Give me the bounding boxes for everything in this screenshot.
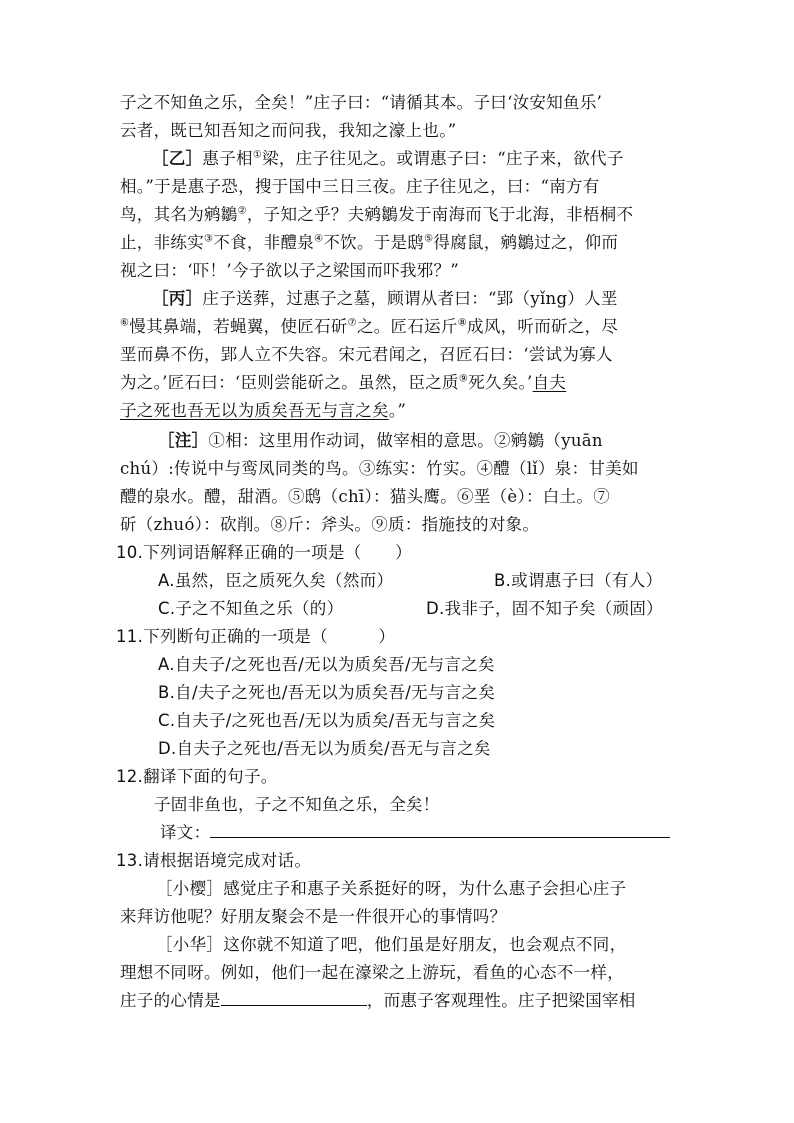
text-span: 得腐鼠，鹓鶵过之，仰而: [433, 233, 619, 252]
q12-answer-row: [160, 822, 670, 844]
text-span: 死久矣。’: [468, 373, 533, 392]
passage-b-line-4: [120, 232, 618, 254]
passage-a-line-2: 云者，既已知吾知之而问我，我知之濠上也。”: [120, 121, 457, 140]
note-ref-7: ⑦: [347, 317, 357, 329]
note-ref-9: ⑨: [458, 373, 469, 385]
q12-sentence: 子固非鱼也，子之不知鱼之乐，全矣！: [154, 795, 440, 814]
q10-option-a: A.虽然，臣之质死久矣（然而）: [158, 571, 394, 590]
q10-stem: 10.下列词语解释正确的一项是（ ）: [116, 543, 412, 562]
passage-a-line-1: 子之不知鱼之乐，全矣！”庄子曰：“请循其本。子曰‘汝安知鱼乐’: [120, 93, 603, 112]
text-span: 不食，非醴泉: [213, 233, 315, 252]
notes-line-3: 醴的泉水。醴，甜酒。⑤鸱（chī）：猫头鹰。⑥垩（è）：白土。⑦: [120, 487, 611, 506]
text-span: 为之。’匠石曰：‘臣则尝能斫之。虽然，臣之质: [120, 373, 459, 392]
underlined-sentence-part-2: 子之死也吾无以为质矣吾无与言之矣: [120, 401, 389, 420]
q10-option-d: D.我非子，固不知子矣（顽固）: [426, 599, 663, 618]
note-ref-2: ②: [237, 205, 247, 217]
passage-c-line-3: 垩而鼻不伤，郢人立不失容。宋元君闻之，召匠石曰：‘尝试为寡人: [120, 345, 613, 364]
text-span: 慢其鼻端，若蝇翼，使匠石斫: [129, 317, 348, 336]
q11-stem: 11.下列断句正确的一项是（ ）: [116, 627, 396, 646]
q13-line-1: ［小樱］感觉庄子和惠子关系挺好的呀，为什么惠子会担心庄子: [156, 879, 627, 898]
notes-tag: ［注］: [158, 431, 209, 450]
q12-stem: 12.翻译下面的句子。: [116, 767, 278, 786]
q13-line-3: ［小华］这你就不知道了吧，他们虽是好朋友，也会观点不同，: [156, 935, 627, 954]
note-ref-4: ④: [314, 233, 324, 245]
text-span: 。”: [388, 401, 407, 420]
q12-answer-label: 译文：: [160, 823, 211, 842]
passage-b-tag: ［乙］: [152, 149, 203, 168]
passage-b-line-2: 相。”于是惠子恐，搜于国中三日三夜。庄子往见之，曰：“南方有: [120, 177, 600, 196]
q13-line-2: 来拜访他呢？好朋友聚会不是一件很开心的事情吗？: [120, 907, 507, 926]
text-span: ，而惠子客观理性。庄子把梁国宰相: [366, 991, 636, 1010]
note-ref-1: ①: [252, 149, 263, 161]
passage-c-tag: ［丙］: [152, 289, 203, 308]
text-span: 鸟，其名为鹓鶵: [120, 205, 238, 224]
text-span: 庄子的心情是: [120, 991, 221, 1010]
text-span: 不饮。于是鸱: [323, 233, 425, 252]
q12-answer-blank[interactable]: [210, 823, 670, 838]
q13-stem: 13.请根据语境完成对话。: [116, 851, 312, 870]
q13-line-4: 理想不同呀。例如，他们一起在濠梁之上游玩，看鱼的心态不一样，: [120, 963, 624, 982]
passage-b-line-3: [120, 204, 633, 226]
text-span: 止，非练实: [120, 233, 204, 252]
q13-answer-blank[interactable]: [221, 991, 367, 1006]
note-ref-3: ③: [204, 233, 214, 245]
notes-line-4: 斫（zhuó）：砍削。⑧斤：斧头。⑨质：指施技的对象。: [120, 515, 540, 534]
q11-option-b: B.自/夫子之死也/吾无以为质矣吾/无与言之矣: [158, 683, 496, 702]
passage-c-line-2: [120, 316, 618, 338]
text-span: 庄子送葬，过惠子之墓，顾谓从者曰：“郢（yǐng）人垩: [202, 289, 618, 308]
q13-line-5: [120, 990, 636, 1012]
note-ref-5: ⑤: [424, 233, 434, 245]
text-span: ①相：这里用作动词，做宰相的意思。②鹓鶵（yuān: [208, 431, 603, 450]
text-span: 之。匠石运斤: [356, 317, 458, 336]
passage-c-line-5: [120, 400, 406, 422]
q11-option-c: C.自夫子/之死也吾/无以为质矣/吾无与言之矣: [158, 711, 496, 730]
passage-c-line-4: [120, 372, 566, 394]
passage-b-line-1: [152, 148, 624, 170]
q11-option-a: A.自夫子/之死也吾/无以为质矣吾/无与言之矣: [158, 655, 495, 674]
passage-c-line-1: [152, 288, 618, 310]
underlined-sentence-part-1: 自夫: [532, 373, 567, 392]
text-span: ，子知之乎？夫鹓鶵发于南海而飞于北海，非梧桐不: [246, 205, 634, 224]
q10-option-c: C.子之不知鱼之乐（的）: [158, 599, 344, 618]
text-span: 梁，庄子往见之。或谓惠子曰：“庄子来，欲代子: [262, 149, 624, 168]
notes-line-1: [158, 430, 603, 452]
q11-option-d: D.自夫子之死也/吾无以为质矣/吾无与言之矣: [158, 739, 491, 758]
passage-b-line-5: 视之曰：‘吓！’今子欲以子之梁国而吓我邪？”: [120, 261, 460, 280]
text-span: 惠子相: [202, 149, 253, 168]
q10-option-b: B.或谓惠子曰（有人）: [494, 571, 663, 590]
notes-line-2: chú）:传说中与鸾凤同类的鸟。③练实：竹实。④醴（lǐ）泉：甘美如: [120, 459, 639, 478]
note-ref-6: ⑥: [120, 317, 130, 329]
note-ref-8: ⑧: [457, 317, 468, 329]
text-span: 成风，听而斫之，尽: [467, 317, 619, 336]
